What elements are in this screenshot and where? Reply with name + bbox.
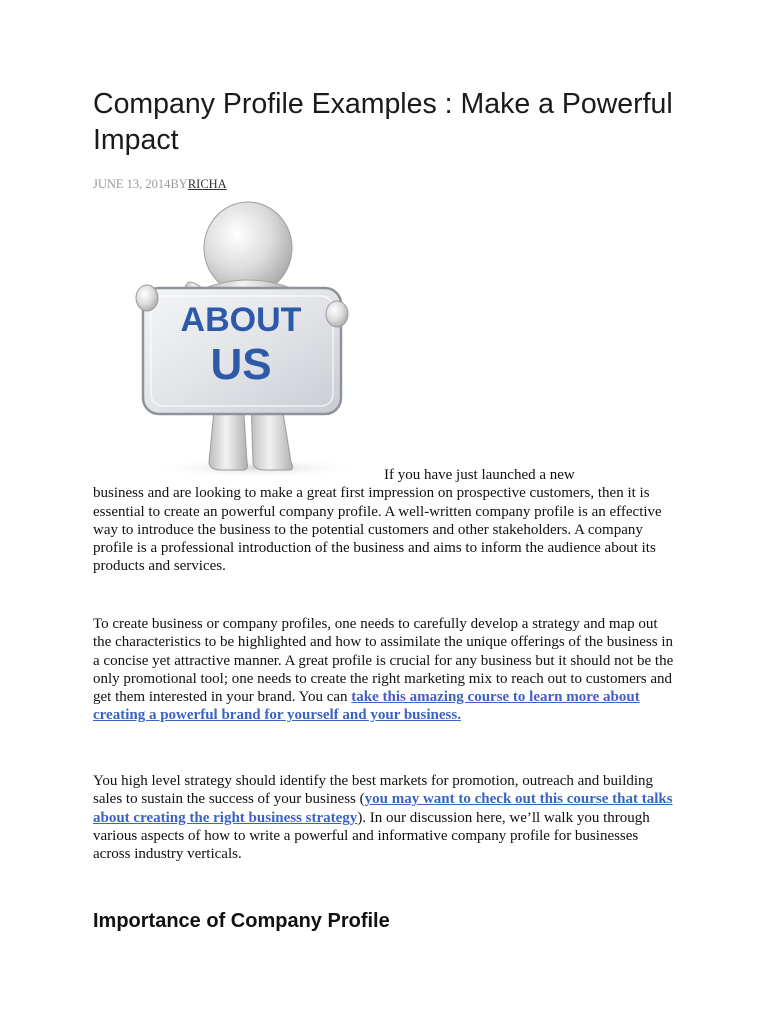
byline-by: BY: [170, 177, 188, 191]
strategy-body-text: To create business or company profiles, one needs to carefully develop a strategy and map out the characteristics to be highlighted and how to assimilate the unique offerings of the business in a concise yet attractive manner. A great profile is crucial for any business but it should not be the only promotional tool; one needs to create the right marketing mix to reach out to customers and get them interested in your brand. You can: [93, 616, 674, 706]
section-heading: Importance of Company Profile: [93, 910, 390, 932]
about-us-image: [93, 200, 383, 480]
markets-text-before: You high level strategy should identify the best markets for promotion, outreach and building sales to sustain the success of your business (: [93, 773, 654, 808]
strategy-course-link[interactable]: you may want to check out this course that talks about creating the right business strategy: [93, 791, 673, 826]
author-link[interactable]: RICHA: [187, 177, 227, 191]
page-title: Company Profile Examples : Make a Powerful Impact: [93, 88, 673, 156]
byline: [93, 176, 227, 192]
sign-text-us: US: [210, 340, 272, 389]
intro-paragraph: [93, 466, 679, 576]
brand-course-link[interactable]: take this amazing course to learn more about creating a powerful brand for yourself and your business.: [93, 689, 640, 724]
intro-body-text: business and are looking to make a great first impression on prospective customers, then it is essential to create an powerful company profile. A well-written company profile is an effective way to introduce the business to the potential customers and other stakeholders. A company profile is a professional introduction of the business and aims to inform the audience about its products and services.: [93, 485, 662, 575]
intro-lead-text: If you have just launched a new: [384, 467, 575, 483]
sign-text-about: ABOUT: [180, 301, 302, 339]
strategy-paragraph: [93, 615, 679, 725]
markets-text-after: ). In our discussion here, we’ll walk you through various aspects of how to write a powerful and informative company profile for businesses across industry verticals.: [93, 809, 650, 863]
markets-paragraph: [93, 772, 679, 863]
publish-date: JUNE 13, 2014: [93, 177, 171, 191]
